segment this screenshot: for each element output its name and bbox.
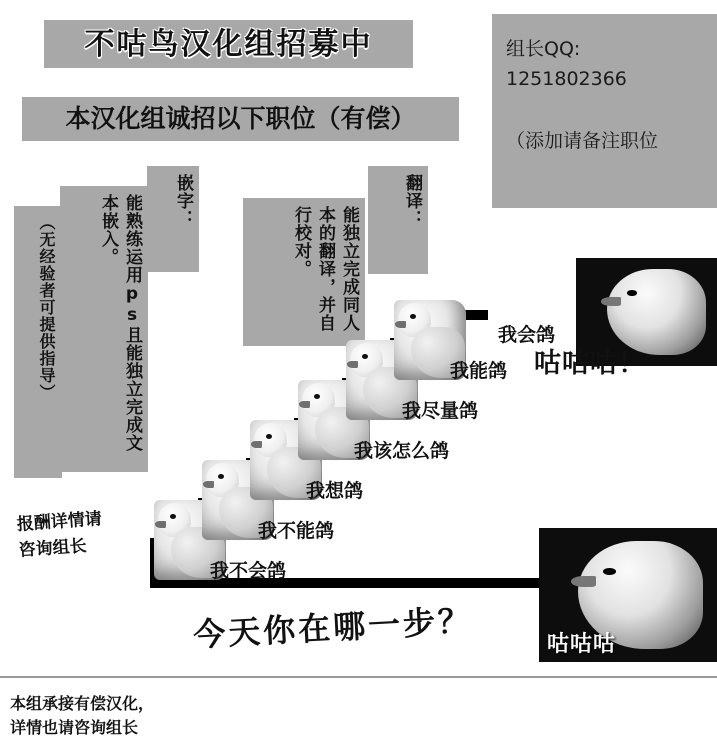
contact-note: （添加请备注职位 — [506, 130, 659, 152]
pigeon-photo-beak-icon — [571, 576, 596, 587]
role-desc-translation: 能独立完成同人本的翻译，并自行校对。 — [243, 198, 365, 346]
stairs-diagram — [150, 310, 560, 602]
step-label-4: 我尽量鸽 — [402, 400, 479, 422]
role-title-translation: 翻译： — [368, 166, 428, 274]
pigeon-beak-icon — [299, 401, 311, 408]
pigeon-photo-beak-icon — [601, 297, 621, 306]
pigeon-photo-eye-icon — [603, 568, 615, 575]
qq-label: 组长QQ: — [506, 38, 581, 60]
step-label-2: 我想鸽 — [306, 480, 364, 502]
bottom-note-line1: 本组承接有偿汉化， — [10, 694, 155, 713]
pigeon-beak-icon — [203, 481, 215, 488]
qq-number[interactable]: 1251802366 — [506, 68, 627, 90]
pigeon-photo-eye-icon — [627, 290, 637, 295]
step-label-6: 我会鸽 — [498, 324, 556, 346]
step-label-1: 我不能鸽 — [258, 520, 335, 542]
role-title-typesetting: 嵌字： — [147, 166, 199, 272]
question-text: 今天你在哪一步？ — [192, 601, 474, 654]
pay-note-line1: 报酬详情请 — [16, 509, 103, 535]
bottom-note — [10, 692, 154, 740]
contact-box — [492, 14, 717, 208]
step-label-3: 我该怎么鸽 — [354, 440, 450, 462]
pay-note — [16, 506, 104, 564]
page-subtitle: 本汉化组诚招以下职位（有偿） — [65, 104, 416, 133]
bottom-note-line2: 详情也请咨询组长 — [10, 718, 139, 737]
pigeon-beak-icon — [155, 521, 167, 528]
pay-note-line2: 咨询组长 — [18, 536, 88, 561]
divider — [0, 676, 717, 678]
pigeon-photo-bottom — [539, 528, 717, 662]
gugugu-caption-top: 咕咕咕！ — [534, 348, 646, 379]
page-title: 不咕鸟汉化组招募中 — [84, 27, 373, 62]
role-desc-typesetting: 能熟练运用ps且能独立完成文本嵌入。 — [60, 186, 148, 472]
gugugu-caption-bottom: 咕咕咕 — [547, 632, 617, 657]
pigeon-beak-icon — [347, 361, 359, 368]
experience-note: （无经验者可提供指导） — [14, 206, 62, 478]
step-label-5: 我能鸽 — [450, 360, 508, 382]
pigeon-beak-icon — [251, 441, 263, 448]
pigeon-beak-icon — [395, 321, 407, 328]
step-label-0: 我不会鸽 — [210, 560, 287, 582]
